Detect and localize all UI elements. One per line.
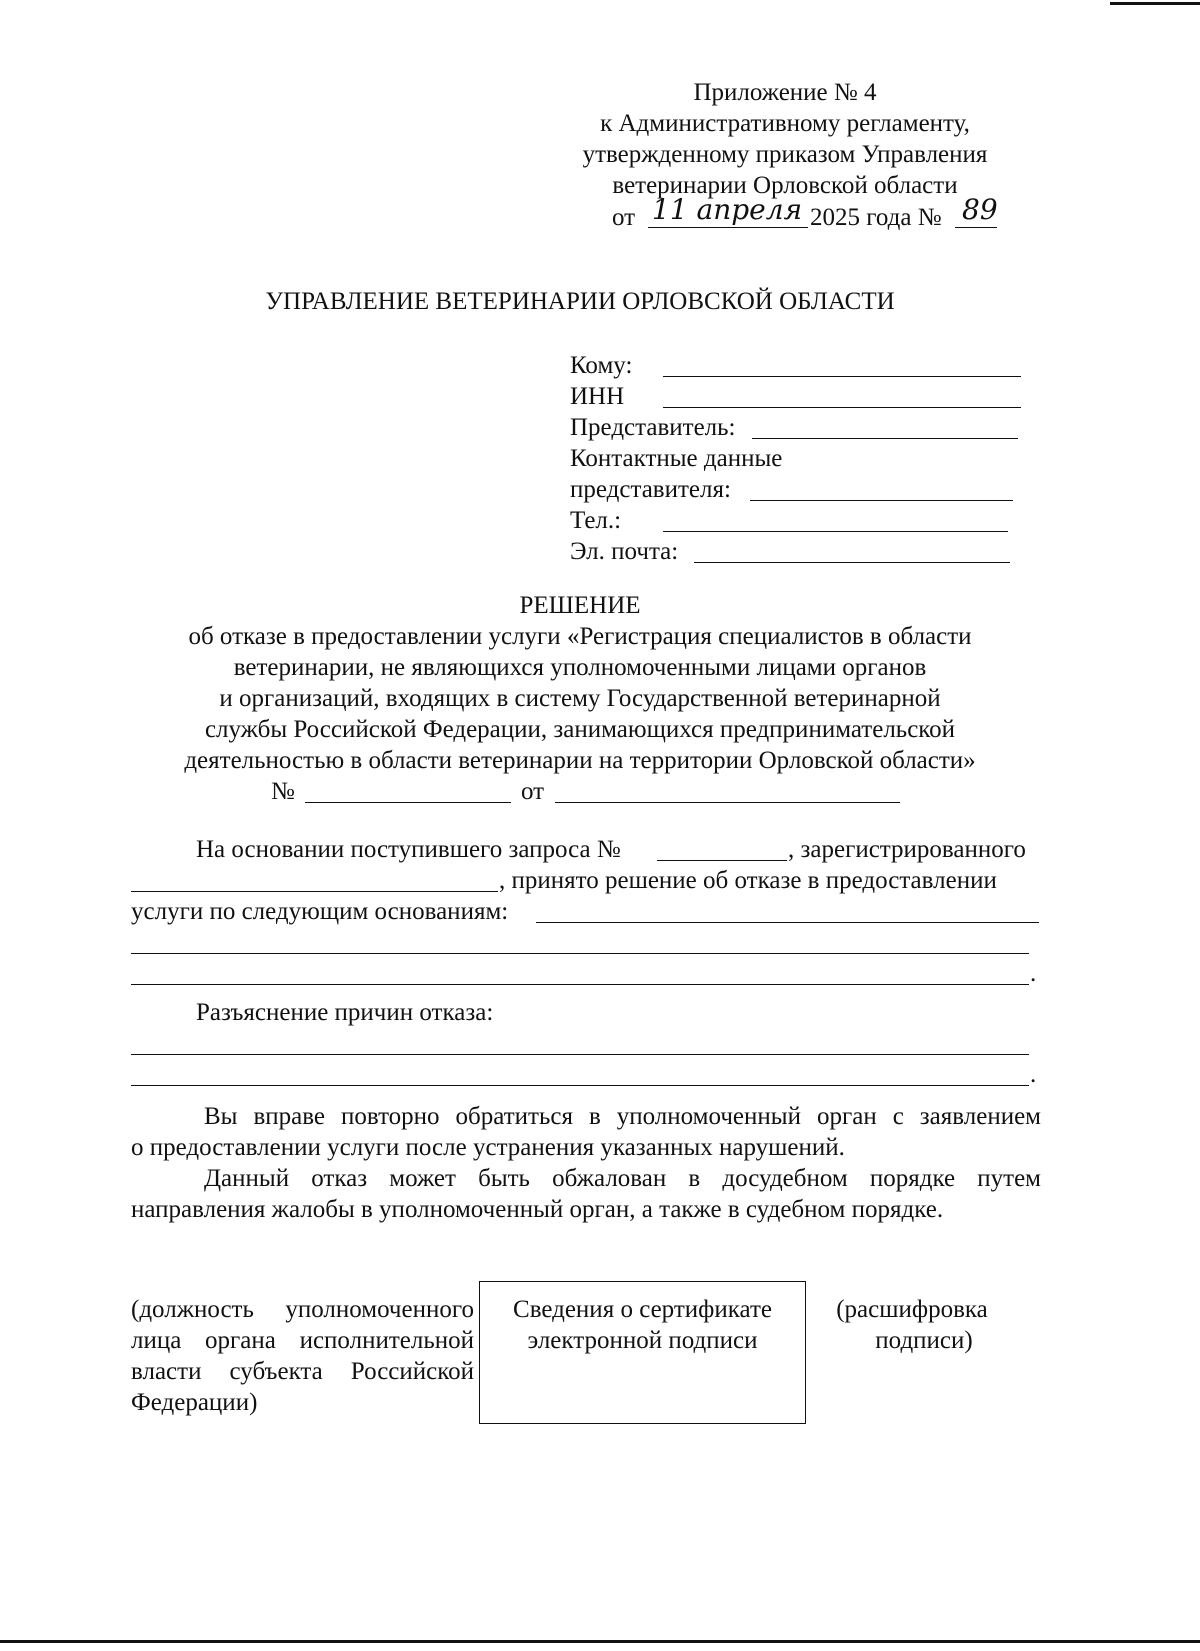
phone-label: Тел.: bbox=[570, 507, 622, 534]
decision-number-label: № bbox=[271, 778, 295, 805]
position-line-4: Федерации) bbox=[131, 1389, 258, 1416]
decode-line-1: (расшифровка bbox=[836, 1296, 988, 1323]
e-signature-box bbox=[479, 1281, 806, 1424]
inn-label: ИНН bbox=[570, 383, 625, 410]
rights-line-1: Вы вправе повторно обратиться в уполномоченный орган с заявлением bbox=[204, 1103, 1041, 1130]
appendix-line-1: Приложение № 4 bbox=[693, 79, 877, 106]
appendix-line-4: ветеринарии Орловской области bbox=[612, 172, 958, 199]
to-field[interactable] bbox=[663, 376, 1021, 377]
rights-line-2: о предоставлении услуги после устранения указанных нарушений. bbox=[131, 1134, 845, 1161]
explanation-field-2[interactable] bbox=[131, 1085, 1029, 1086]
request-number-field[interactable] bbox=[657, 860, 787, 861]
scan-edge-bottom-line bbox=[0, 1640, 1200, 1643]
representative-label: Представитель: bbox=[570, 414, 736, 441]
appeal-line-1: Данный отказ может быть обжалован в досудебном порядке путем bbox=[204, 1165, 1041, 1192]
explanation-field-1[interactable] bbox=[131, 1054, 1029, 1055]
contact-label-1: Контактные данные bbox=[570, 445, 783, 472]
appeal-line-2: направления жалобы в уполномоченный орган, а также в судебном порядке. bbox=[131, 1196, 944, 1223]
decision-line-1: об отказе в предоставлении услуги «Регистрация специалистов в области bbox=[188, 623, 972, 650]
decision-title: РЕШЕНИЕ bbox=[519, 592, 641, 619]
certificate-line-2: электронной подписи bbox=[527, 1327, 758, 1354]
date-underline bbox=[648, 227, 808, 228]
decision-date-label: от bbox=[521, 778, 545, 805]
request-text-4: услуги по следующим основаниям: bbox=[131, 898, 509, 925]
email-field[interactable] bbox=[694, 562, 1010, 563]
position-line-2: лица органа исполнительной bbox=[131, 1327, 474, 1354]
request-text-2: , зарегистрированного bbox=[788, 836, 1026, 863]
position-line-1: (должность уполномоченного bbox=[131, 1296, 474, 1323]
appendix-from-label: от bbox=[612, 204, 636, 231]
request-text-1: На основании поступившего запроса № bbox=[196, 836, 621, 863]
inn-field[interactable] bbox=[663, 407, 1021, 408]
handwritten-date: 11 апреля bbox=[652, 193, 803, 226]
grounds-field-2[interactable] bbox=[131, 953, 1029, 954]
certificate-line-1: Сведения о сертификате bbox=[513, 1296, 772, 1323]
appendix-line-3: утвержденному приказом Управления bbox=[582, 141, 988, 168]
decision-number-field[interactable] bbox=[305, 802, 511, 803]
contact-field[interactable] bbox=[750, 500, 1013, 501]
grounds-field-3[interactable] bbox=[131, 984, 1029, 985]
org-title: УПРАВЛЕНИЕ ВЕТЕРИНАРИИ ОРЛОВСКОЙ ОБЛАСТИ bbox=[265, 288, 895, 315]
grounds-period: . bbox=[1030, 960, 1037, 987]
handwritten-number: 89 bbox=[962, 193, 998, 226]
to-label: Кому: bbox=[570, 352, 633, 379]
decision-line-4: службы Российской Федерации, занимающихся предпринимательской bbox=[204, 716, 956, 743]
explanation-period: . bbox=[1030, 1061, 1037, 1088]
explanation-label: Разъяснение причин отказа: bbox=[196, 999, 494, 1026]
scan-edge-top-mark bbox=[1110, 2, 1200, 5]
decision-date-field[interactable] bbox=[555, 802, 900, 803]
representative-field[interactable] bbox=[752, 438, 1018, 439]
phone-field[interactable] bbox=[663, 531, 1008, 532]
grounds-field-1[interactable] bbox=[536, 922, 1039, 923]
email-label: Эл. почта: bbox=[570, 538, 679, 565]
registered-field[interactable] bbox=[131, 891, 498, 892]
number-underline bbox=[955, 227, 997, 228]
position-line-3: власти субъекта Российской bbox=[131, 1358, 474, 1385]
decision-line-3: и организаций, входящих в систему Государственной ветеринарной bbox=[219, 685, 941, 712]
appendix-line-2: к Административному регламенту, bbox=[600, 110, 970, 137]
decision-line-2: ветеринарии, не являющихся уполномоченными лицами органов bbox=[233, 654, 927, 681]
decision-line-5: деятельностью в области ветеринарии на территории Орловской области» bbox=[184, 747, 976, 774]
request-text-3: , принято решение об отказе в предоставлении bbox=[499, 867, 997, 894]
appendix-year-text: 2025 года № bbox=[810, 204, 942, 231]
decode-line-2: подписи) bbox=[875, 1327, 973, 1354]
contact-label-2: представителя: bbox=[570, 476, 731, 503]
